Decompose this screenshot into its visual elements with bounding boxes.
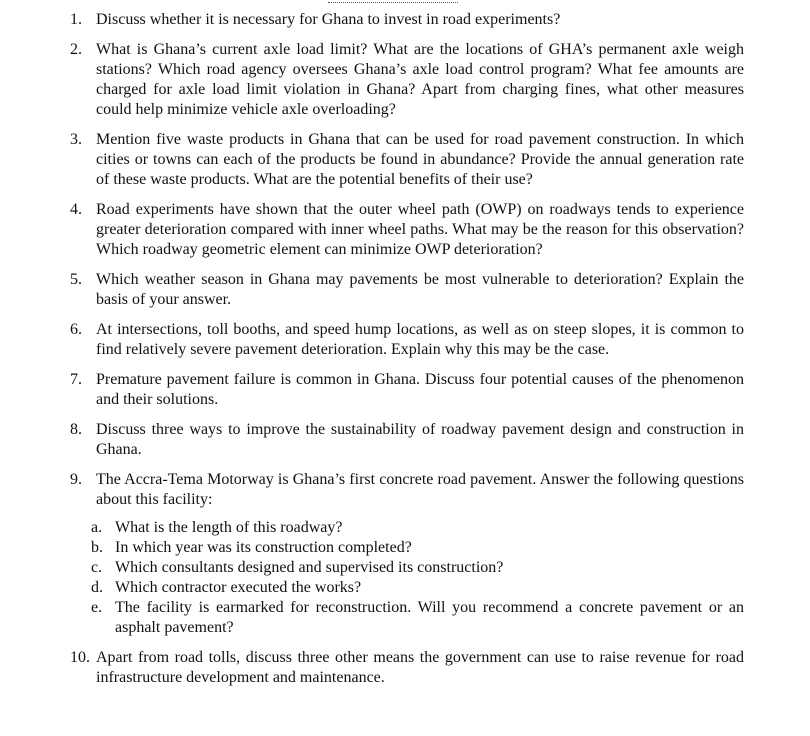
question-6 xyxy=(0,320,810,360)
question-8 xyxy=(0,420,810,460)
question-4 xyxy=(0,200,810,260)
question-number: 9. xyxy=(70,471,82,488)
question-number: 8. xyxy=(70,421,82,438)
question-number: 5. xyxy=(70,271,82,288)
subquestion-list xyxy=(0,518,810,638)
subquestion-text: The facility is earmarked for reconstruction. Will you recommend a concrete pavement or an asphalt pavement? xyxy=(115,599,744,636)
subquestion-d xyxy=(0,578,810,598)
question-5 xyxy=(0,270,810,310)
question-number: 2. xyxy=(70,41,82,58)
question-text: Road experiments have shown that the outer wheel path (OWP) on roadways tends to experience greater deterioration compared with inner wheel paths. What may be the reason for this observation? Which roadway geometric element can minimize OWP deterioration? xyxy=(96,201,744,258)
question-text: Mention five waste products in Ghana that can be used for road pavement construction. In which cities or towns can each of the products be found in abundance? Provide the annual generation rate of these waste products. What are the potential benefits of their use? xyxy=(96,131,744,188)
question-text: Which weather season in Ghana may pavements be most vulnerable to deterioration? Explain the basis of your answer. xyxy=(96,271,744,308)
question-text: What is Ghana’s current axle load limit? What are the locations of GHA’s permanent axle weigh stations? Which road agency oversees Ghana’s axle load control program? What fee amounts are charged for axle load limit violation in Ghana? Apart from charging fines, what other measures could help minimize vehicle axle overloading? xyxy=(96,41,744,118)
question-number: 7. xyxy=(70,371,82,388)
question-number: 1. xyxy=(70,11,82,28)
subquestion-text: Which consultants designed and supervised its construction? xyxy=(115,559,504,576)
subquestion-e xyxy=(0,598,810,638)
question-2 xyxy=(0,40,810,120)
question-10 xyxy=(0,648,810,688)
question-text: Apart from road tolls, discuss three other means the government can use to raise revenue for road infrastructure development and maintenance. xyxy=(96,649,744,686)
question-text: Discuss three ways to improve the sustainability of roadway pavement design and construction in Ghana. xyxy=(96,421,744,458)
question-text: The Accra-Tema Motorway is Ghana’s first concrete road pavement. Answer the following questions about this facility: xyxy=(96,471,744,508)
question-text: Discuss whether it is necessary for Ghana to invest in road experiments? xyxy=(96,11,561,28)
question-list xyxy=(0,10,810,698)
subquestion-c xyxy=(0,558,810,578)
question-number: 3. xyxy=(70,131,82,148)
question-3 xyxy=(0,130,810,190)
question-1 xyxy=(0,10,810,30)
subquestion-b xyxy=(0,538,810,558)
subquestion-text: What is the length of this roadway? xyxy=(115,519,343,536)
subquestion-letter: c. xyxy=(91,559,103,576)
question-text: At intersections, toll booths, and speed hump locations, as well as on steep slopes, it is common to find relatively severe pavement deterioration. Explain why this may be the case. xyxy=(96,321,744,358)
subquestion-letter: a. xyxy=(91,519,103,536)
question-number: 10. xyxy=(70,649,90,666)
question-number: 6. xyxy=(70,321,82,338)
subquestion-letter: b. xyxy=(91,539,103,556)
question-number: 4. xyxy=(70,201,82,218)
subquestion-letter: e. xyxy=(91,599,103,616)
question-text: Premature pavement failure is common in Ghana. Discuss four potential causes of the phenomenon and their solutions. xyxy=(96,371,744,408)
subquestion-text: In which year was its construction completed? xyxy=(115,539,412,556)
subquestion-text: Which contractor executed the works? xyxy=(115,579,362,596)
page-top-divider xyxy=(328,0,458,3)
subquestion-a xyxy=(0,518,810,538)
subquestion-letter: d. xyxy=(91,579,103,596)
question-7 xyxy=(0,370,810,410)
question-9 xyxy=(0,470,810,638)
